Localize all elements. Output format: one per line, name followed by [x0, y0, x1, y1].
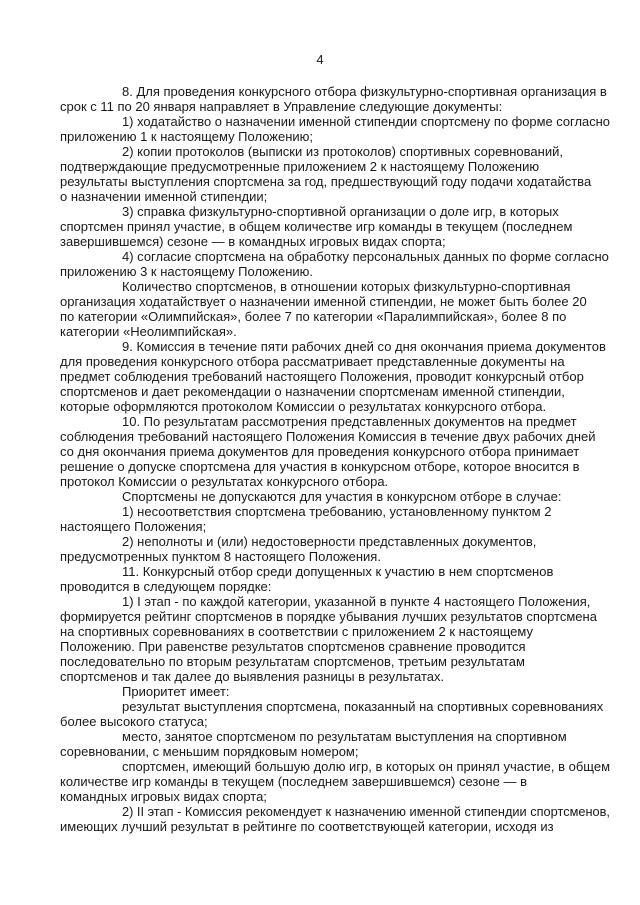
text-line-content: 1) ходатайство о назначении именной стипендии спортсмену по форме согласно: [122, 114, 611, 129]
text-line-content: спортсменов и дает рекомендации о назначении спортсменам именной стипендии,: [60, 384, 565, 399]
text-line: [60, 189, 610, 204]
text-line: [60, 714, 610, 729]
text-line-content: срок с 11 по 20 января направляет в Управление следующие документы:: [60, 99, 503, 114]
text-line-content: категории «Неолимпийская».: [60, 324, 237, 339]
text-line: [60, 489, 610, 504]
text-line: [60, 279, 610, 294]
text-line: [60, 549, 610, 564]
text-line: [60, 579, 610, 594]
text-line: [60, 609, 610, 624]
text-line: [60, 669, 610, 684]
text-line-content: спортсменов и так далее до выявления разницы в результатах.: [60, 669, 445, 684]
document-body: [60, 84, 610, 834]
text-line-content: спортсмен, имеющий большую долю игр, в которых он принял участие, в общем: [122, 759, 611, 774]
text-line: [60, 129, 610, 144]
text-line: [60, 519, 610, 534]
text-line-content: имеющих лучший результат в рейтинге по соответствующей категории, исходя из: [60, 819, 554, 834]
text-line-content: приложению 3 к настоящему Положению.: [60, 264, 314, 279]
text-line-content: количестве игр команды в текущем (последнем завершившемся) сезоне — в: [60, 774, 527, 789]
text-line-content: предусмотренных пунктом 8 настоящего Положения.: [60, 549, 381, 564]
text-line: [60, 204, 610, 219]
text-line: [60, 789, 610, 804]
text-line: [60, 99, 610, 114]
text-line: [60, 444, 610, 459]
text-line-content: 2) копии протоколов (выписки из протоколов) спортивных соревнований,: [122, 144, 563, 159]
text-line-content: 11. Конкурсный отбор среди допущенных к участию в нем спортсменов: [122, 564, 554, 579]
text-line: [60, 624, 610, 639]
text-line: [60, 744, 610, 759]
text-line: [60, 504, 610, 519]
text-line-content: Положению. При равенстве результатов спортсменов сравнение проводится: [60, 639, 526, 654]
text-line: [60, 339, 610, 354]
text-line-content: решение о допуске спортсмена для участия в конкурсном отборе, которое вносится в: [60, 459, 580, 474]
text-line: [60, 219, 610, 234]
text-line-content: соревновании, с меньшим порядковым номером;: [60, 744, 359, 759]
text-line-content: на спортивных соревнованиях в соответствии с приложением 2 к настоящему: [60, 624, 533, 639]
text-line: [60, 174, 610, 189]
text-line-content: по категории «Олимпийская», более 7 по категории «Паралимпийская», более 8 по: [60, 309, 567, 324]
text-line-content: приложению 1 к настоящему Положению;: [60, 129, 314, 144]
text-line: [60, 729, 610, 744]
text-line: [60, 324, 610, 339]
text-line: [60, 414, 610, 429]
text-line: [60, 429, 610, 444]
text-line-content: подтверждающие предусмотренные приложением 2 к настоящему Положению: [60, 159, 540, 174]
text-line: [60, 564, 610, 579]
text-line: [60, 534, 610, 549]
text-line-content: 10. По результатам рассмотрения представленных документов на предмет: [122, 414, 577, 429]
text-line-content: 1) несоответствия спортсмена требованию, установленному пунктом 2: [122, 504, 552, 519]
text-line-content: организация ходатайствует о назначении именной стипендии, не может быть более 20: [60, 294, 587, 309]
text-line: [60, 594, 610, 609]
text-line-content: о назначении именной стипендии;: [60, 189, 268, 204]
text-line-content: 1) I этап - по каждой категории, указанной в пункте 4 настоящего Положения,: [122, 594, 591, 609]
page-number: 4: [316, 52, 324, 67]
text-line: [60, 759, 610, 774]
text-line: [60, 459, 610, 474]
text-line: [60, 354, 610, 369]
text-line: [60, 369, 610, 384]
text-line-content: Количество спортсменов, в отношении которых физкультурно-спортивная: [122, 279, 571, 294]
text-line: [60, 264, 610, 279]
text-line: [60, 804, 610, 819]
text-line-content: результат выступления спортсмена, показанный на спортивных соревнованиях: [122, 699, 604, 714]
text-line-content: 2) неполноты и (или) недостоверности представленных документов,: [122, 534, 537, 549]
text-line-content: результаты выступления спортсмена за год, предшествующий году подачи ходатайства: [60, 174, 592, 189]
text-line: [60, 819, 610, 834]
text-line: [60, 774, 610, 789]
text-line-content: формируется рейтинг спортсменов в порядке убывания лучших результатов спортсмена: [60, 609, 597, 624]
text-line-content: Спортсмены не допускаются для участия в конкурсном отборе в случае:: [122, 489, 562, 504]
text-line: [60, 639, 610, 654]
text-line: [60, 474, 610, 489]
text-line-content: место, занятое спортсменом по результатам выступления на спортивном: [122, 729, 567, 744]
text-line-content: предмет соблюдения требований настоящего Положения, проводит конкурсный отбор: [60, 369, 584, 384]
text-line-content: последовательно по вторым результатам спортсменов, третьим результатам: [60, 654, 525, 669]
text-line: [60, 384, 610, 399]
text-line: [60, 84, 610, 99]
text-line: [60, 309, 610, 324]
text-line-content: протокол Комиссии о результатах конкурсного отбора.: [60, 474, 389, 489]
text-line-content: командных игровых видах спорта;: [60, 789, 267, 804]
text-line-content: 4) согласие спортсмена на обработку персональных данных по форме согласно: [122, 249, 609, 264]
text-line: [60, 699, 610, 714]
text-line-content: 8. Для проведения конкурсного отбора физкультурно-спортивная организация в: [122, 84, 607, 99]
text-line: [60, 114, 610, 129]
text-line-content: для проведения конкурсного отбора рассматривает представленные документы на: [60, 354, 565, 369]
text-line: [60, 654, 610, 669]
text-line-content: спортсмен принял участие, в общем количестве игр команды в текущем (последнем: [60, 219, 573, 234]
text-line: [60, 684, 610, 699]
text-line: [60, 249, 610, 264]
text-line: [60, 399, 610, 414]
text-line-content: 3) справка физкультурно-спортивной организации о доле игр, в которых: [122, 204, 559, 219]
text-line: [60, 234, 610, 249]
text-line-content: Приоритет имеет:: [122, 684, 230, 699]
text-line: [60, 294, 610, 309]
text-line: [60, 144, 610, 159]
text-line-content: проводится в следующем порядке:: [60, 579, 272, 594]
text-line-content: 9. Комиссия в течение пяти рабочих дней со дня окончания приема документов: [122, 339, 606, 354]
text-line-content: настоящего Положения;: [60, 519, 207, 534]
text-line-content: завершившемся) сезоне — в командных игровых видах спорта;: [60, 234, 446, 249]
text-line-content: 2) II этап - Комиссия рекомендует к назначению именной стипендии спортсменов,: [122, 804, 610, 819]
text-line-content: более высокого статуса;: [60, 714, 208, 729]
text-line-content: соблюдения требований настоящего Положения Комиссия в течение двух рабочих дней: [60, 429, 596, 444]
text-line-content: которые оформляются протоколом Комиссии о результатах конкурсного отбора.: [60, 399, 547, 414]
text-line: [60, 159, 610, 174]
text-line-content: со дня окончания приема документов для проведения конкурсного отбора принимает: [60, 444, 580, 459]
